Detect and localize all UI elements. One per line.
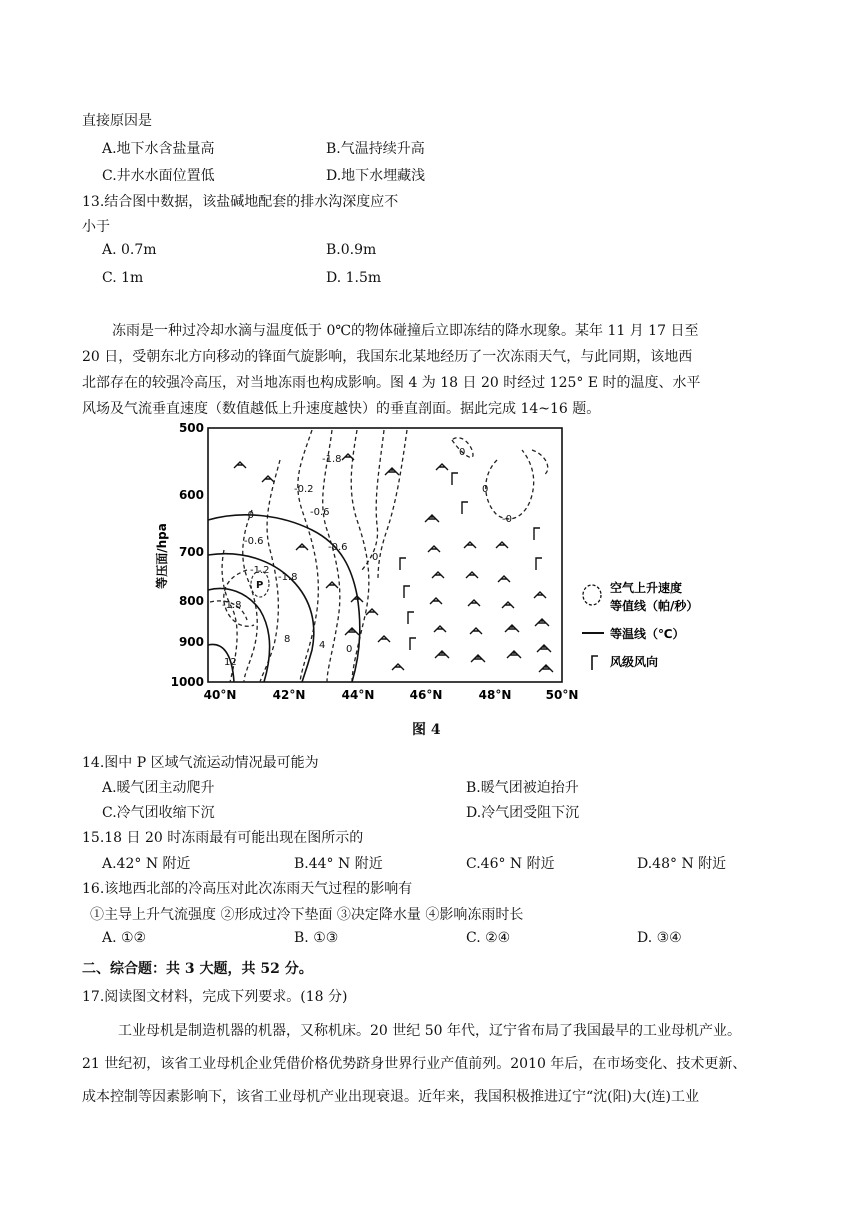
legend-isotherm: 等温线（℃）	[610, 627, 685, 641]
q14-option-d: D.冷气团受阻下沉	[466, 805, 580, 821]
q16-option-c: C. ②④	[466, 930, 511, 946]
vertical-profile-figure	[152, 420, 712, 710]
q13-option-a: A. 0.7m	[102, 242, 157, 258]
q16-option-d: D. ③④	[637, 930, 682, 946]
x-tick-46n: 46°N	[409, 688, 443, 702]
q17-line-3: 成本控制等因素影响下，该省工业母机产业出现衰退。近年来，我国积极推进辽宁“沈(阳)大(连)工业	[82, 1089, 700, 1105]
passage-line-1: 冻雨是一种过冷却水滴与温度低于 0℃的物体碰撞后立即冻结的降水现象。某年 11 月 17 日至	[112, 323, 699, 339]
q12-stem: 直接原因是	[82, 113, 152, 129]
legend-vertical-speed-line1: 空气上升速度	[610, 581, 683, 595]
q17-stem: 17.阅读图文材料，完成下列要求。(18 分)	[82, 989, 348, 1005]
dashed-contour-legend-icon	[583, 585, 601, 605]
legend-wind: 风级风向	[610, 655, 659, 669]
q16-option-b: B. ①③	[294, 930, 339, 946]
contour-label: 8	[284, 634, 291, 645]
contour-label: -1.8	[278, 572, 298, 583]
y-tick-900: 900	[178, 635, 204, 649]
legend	[582, 580, 698, 670]
x-tick-50n: 50°N	[545, 688, 579, 702]
q13-stem-line1: 13.结合图中数据，该盐碱地配套的排水沟深度应不	[82, 194, 399, 210]
x-tick-40n: 40°N	[203, 688, 237, 702]
legend-vertical-speed-line2: 等值线（帕/秒）	[610, 599, 699, 613]
y-tick-1000: 1000	[170, 675, 204, 689]
q12-option-d: D.地下水埋藏浅	[326, 168, 426, 184]
q17-line-2: 21 世纪初，该省工业母机企业凭借价格优势跻身世界行业产值前列。2010 年后，在市场变化、技术更新、	[82, 1056, 747, 1072]
y-tick-500: 500	[178, 421, 204, 435]
contour-label: -0	[244, 510, 254, 521]
q14-option-b: B.暖气团被迫抬升	[466, 780, 579, 796]
q17-line-1: 工业母机是制造机器的机器，又称机床。20 世纪 50 年代，辽宁省布局了我国最早的工业母机产业。	[118, 1023, 741, 1039]
contour-label: -1.8	[322, 454, 342, 465]
q16-stem: 16.该地西北部的冷高压对此次冻雨天气过程的影响有	[82, 881, 413, 897]
passage-line-3: 北部存在的较强冷高压，对当地冻雨也构成影响。图 4 为 18 日 20 时经过 125° E 时的温度、水平	[82, 375, 701, 391]
y-tick-700: 700	[178, 545, 204, 559]
x-tick-44n: 44°N	[341, 688, 375, 702]
contour-label: -0	[502, 514, 512, 525]
y-axis-label: 等压面/hpa	[155, 523, 169, 589]
contour-label: -1.2	[250, 565, 270, 576]
q15-option-a: A.42° N 附近	[102, 856, 191, 872]
q15-option-d: D.48° N 附近	[637, 856, 727, 872]
section-2-title: 二、综合题：共 3 大题，共 52 分。	[82, 961, 313, 977]
q12-option-c: C.井水水面位置低	[102, 168, 215, 184]
plot-frame	[208, 428, 562, 682]
contour-label: 0	[482, 484, 489, 495]
contour-label: 0	[346, 644, 353, 655]
q15-stem: 15.18 日 20 时冻雨最有可能出现在图所示的	[82, 830, 364, 846]
q16-items: ①主导上升气流强度 ②形成过冷下垫面 ③决定降水量 ④影响冻雨时长	[90, 907, 524, 923]
y-tick-600: 600	[178, 488, 204, 502]
q16-option-a: A. ①②	[102, 930, 147, 946]
q13-stem-line2: 小于	[82, 219, 110, 235]
q12-option-a: A.地下水含盐量高	[102, 141, 215, 157]
q15-option-b: B.44° N 附近	[294, 856, 383, 872]
contour-label: -0.6	[244, 536, 264, 547]
y-tick-800: 800	[178, 594, 204, 608]
q14-option-a: A.暖气团主动爬升	[102, 780, 215, 796]
q13-option-b: B.0.9m	[326, 242, 377, 258]
q14-stem: 14.图中 P 区域气流运动情况最可能为	[82, 755, 319, 771]
contour-label: 0	[459, 447, 466, 458]
contour-label: 0	[372, 552, 379, 563]
q15-option-c: C.46° N 附近	[466, 856, 555, 872]
contour-label: -0.6	[328, 542, 348, 553]
contour-label: 12	[224, 657, 237, 668]
q13-option-d: D. 1.5m	[326, 270, 382, 286]
contour-label: -1.8	[222, 600, 242, 611]
q12-option-b: B.气温持续升高	[326, 141, 425, 157]
figure-caption: 图 4	[412, 722, 441, 738]
x-tick-48n: 48°N	[478, 688, 512, 702]
x-tick-42n: 42°N	[272, 688, 306, 702]
q13-option-c: C. 1m	[102, 270, 144, 286]
contour-label: -0.6	[310, 507, 330, 518]
passage-line-4: 风场及气流垂直速度（数值越低上升速度越快）的垂直剖面。据此完成 14~16 题。	[82, 401, 601, 417]
contour-label: 4	[319, 640, 326, 651]
contour-label: -0.2	[294, 484, 314, 495]
q14-option-c: C.冷气团收缩下沉	[102, 805, 215, 821]
region-p-label: P	[256, 580, 264, 591]
wind-barb-legend-icon	[592, 656, 598, 670]
passage-line-2: 20 日，受朝东北方向移动的锋面气旋影响，我国东北某地经历了一次冻雨天气，与此同期，该地西	[82, 349, 693, 365]
